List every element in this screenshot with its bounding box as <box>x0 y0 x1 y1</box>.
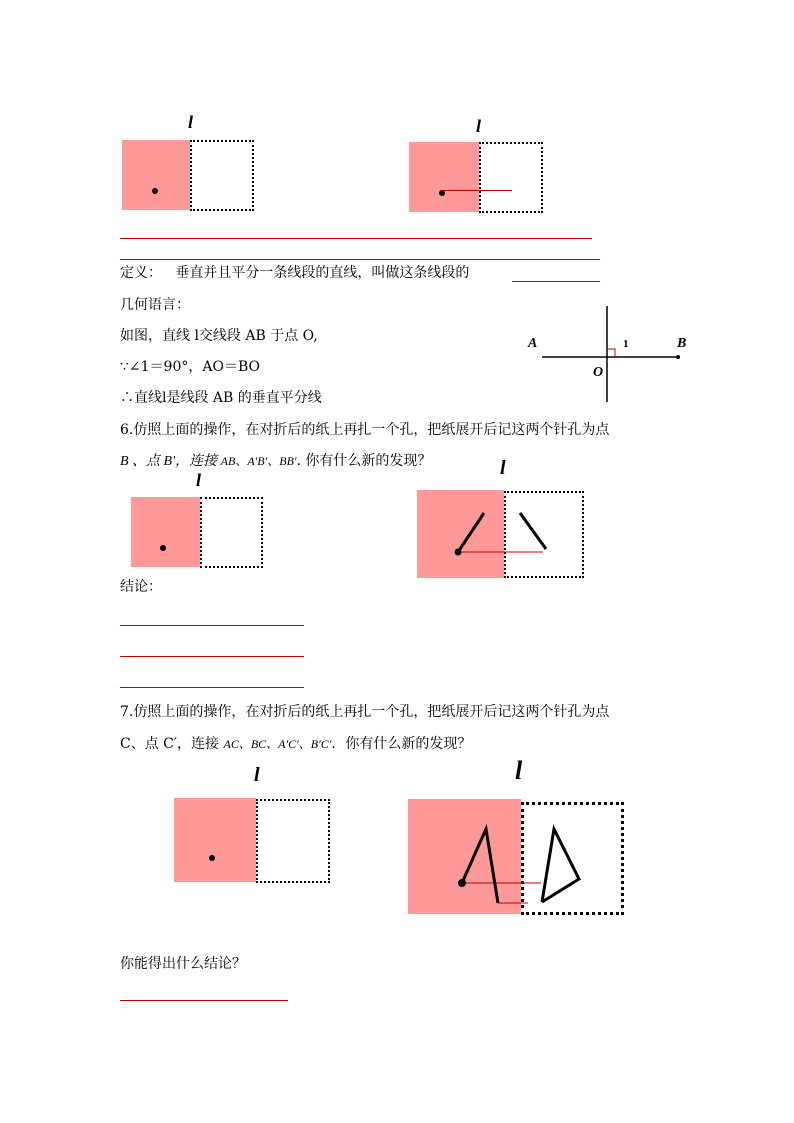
q6-line2 <box>120 452 431 471</box>
fold-line-label: l <box>254 764 260 786</box>
q7-unfolded-triangles <box>408 799 628 917</box>
answer-line <box>120 1000 288 1001</box>
triangle-right <box>542 829 579 902</box>
folded-paper-left-half <box>122 140 190 210</box>
geo-lang-line1: 如图，直线 l交线段 AB 于点 O, <box>120 328 318 344</box>
pinhole-a <box>455 549 462 556</box>
answer-line <box>120 259 600 260</box>
definition-text <box>120 264 469 282</box>
fold-line-label: l <box>500 457 506 479</box>
q6-unfolded-segments <box>417 490 587 580</box>
unfolded-paper-right-half <box>479 142 543 213</box>
right-angle-mark <box>607 349 615 357</box>
pinhole-a <box>458 879 466 887</box>
folded-paper-left-half <box>131 497 200 567</box>
folded-paper-right-half <box>190 140 254 211</box>
label-a: A <box>528 336 538 351</box>
perpendicular-bisector-figure <box>520 300 695 405</box>
conclusion-label: 结论： <box>120 579 162 595</box>
triangle-left <box>462 829 498 903</box>
label-angle-1: 1 <box>623 338 629 350</box>
fold-line-label: l <box>476 116 482 136</box>
geo-lang-line3: ∴直线l是线段 AB 的垂直平分线 <box>120 390 322 406</box>
answer-line <box>120 238 592 239</box>
pinhole-a <box>160 545 166 551</box>
folded-paper-left-half <box>174 798 256 882</box>
answer-line <box>120 625 304 626</box>
fold-line-label: l <box>188 112 194 132</box>
segment-a-prime-b-prime <box>520 513 546 549</box>
label-o: O <box>593 365 604 380</box>
q7-line2-post: ．你有什么新的发现？ <box>331 736 472 752</box>
definition-blank <box>512 262 600 282</box>
q6-line2-pre: B 、点 B′，连接 <box>120 454 221 469</box>
point-b <box>676 355 680 359</box>
definition-body: 垂直并且平分一条线段的直线，叫做这条线段的 <box>175 265 470 281</box>
q7-line2 <box>120 735 471 753</box>
fold-line-label: l <box>515 756 523 785</box>
folded-paper-right-half <box>256 799 330 883</box>
q7-line2-pre: C、点 C′，连接 <box>120 736 224 752</box>
label-b: B <box>677 336 687 351</box>
folded-paper-right-half <box>200 497 263 568</box>
unfolded-paper-left-half <box>409 142 479 212</box>
final-question: 你能得出什么结论？ <box>120 956 246 972</box>
q6-line2-math: AB、A′B′、BB′ <box>220 454 297 468</box>
geo-lang-title: 几何语言： <box>120 297 190 313</box>
pinhole-a <box>209 855 215 861</box>
definition-prefix: 定义： <box>120 265 162 281</box>
q7-line2-math: AC、BC、A′C′、B′C′ <box>223 737 332 751</box>
answer-line <box>120 687 304 688</box>
pinhole-a <box>152 188 158 194</box>
q6-line2-post: . 你有什么新的发现？ <box>296 453 432 469</box>
q7-line1: 7.仿照上面的操作，在对折后的纸上再扎一个孔，把纸展开后记这两个针孔为点 <box>120 704 610 720</box>
geo-lang-line2: ∵∠1＝90°，AO＝BO <box>120 359 260 375</box>
answer-line <box>120 656 304 657</box>
segment-aa-prime <box>442 190 512 191</box>
q6-line1: 6.仿照上面的操作，在对折后的纸上再扎一个孔，把纸展开后记这两个针孔为点 <box>120 422 610 438</box>
segment-ab <box>458 513 484 552</box>
fold-line-label: l <box>196 470 202 490</box>
